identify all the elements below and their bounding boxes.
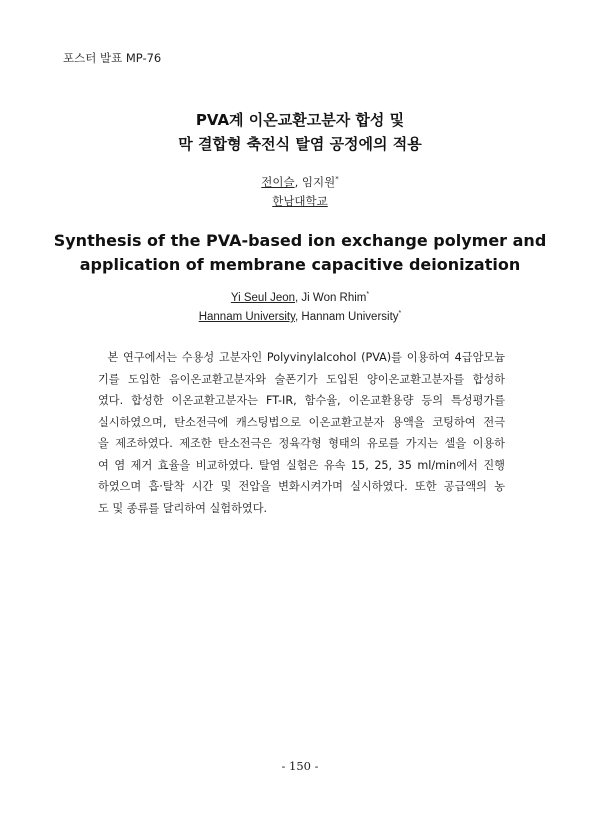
affiliation-separator: ,	[295, 311, 302, 323]
english-affiliation-2: Hannam University	[301, 311, 399, 323]
korean-title-line-1: PVA계 이온교환고분자 합성 및	[195, 111, 405, 129]
english-title-line-2: application of membrane capacitive deionization	[79, 255, 521, 274]
korean-affiliation	[0, 193, 600, 209]
korean-affiliation-text: 한남대학교	[272, 194, 328, 208]
poster-id-label: 포스터 발표 MP-76	[63, 51, 162, 65]
english-affiliation-1: Hannam University	[198, 311, 295, 323]
abstract-line: 을 제조하였다. 제조한 탄소전극은 정육각형 형태의 유로를 가지는 셀을 이용하	[98, 437, 505, 450]
english-authors	[0, 292, 600, 304]
english-author-1: Yi Seul Jeon	[230, 292, 296, 304]
korean-author-1: 전이슬	[261, 175, 295, 189]
english-author-2: Ji Won Rhim	[301, 292, 367, 304]
abstract-line: 실시하였으며, 탄소전극에 캐스팅법으로 이온교환고분자 용액을 코팅하여 전극	[98, 415, 505, 429]
abstract-line: 본 연구에서는 수용성 고분자인 Polyvinylalcohol (PVA)를 이용하여 4급암모늄	[98, 351, 505, 364]
author-separator: ,	[295, 292, 302, 304]
author-separator: ,	[294, 175, 302, 189]
korean-title-line-2: 막 결합형 축전식 탈염 공정에의 적용	[178, 135, 422, 153]
abstract-line: 였다. 합성한 이온교환고분자는 FT-IR, 함수율, 이온교환용량 등의 특성평가를	[98, 394, 505, 407]
english-title-line-1: Synthesis of the PVA-based ion exchange polymer and	[53, 231, 547, 250]
korean-author-2: 임지원	[301, 175, 336, 189]
corresponding-affiliation-mark: *	[398, 310, 402, 318]
korean-authors	[0, 174, 600, 190]
abstract-line: 도 및 종류를 달리하여 실험하였다.	[98, 501, 268, 515]
abstract-line: 여 염 제거 효율을 비교하였다. 탈염 실험은 유속 15, 25, 35 ml/min에서 진행	[98, 458, 505, 472]
english-affiliation	[0, 311, 600, 323]
corresponding-author-mark: *	[366, 291, 370, 299]
abstract-line: 기를 도입한 음이온교환고분자와 술폰기가 도입된 양이온교환고분자를 합성하	[98, 372, 505, 386]
abstract-body	[98, 347, 505, 519]
corresponding-author-mark: *	[335, 175, 339, 184]
page-number: - 150 -	[281, 759, 319, 773]
abstract-line: 하였으며 흡·탈착 시간 및 전압을 변화시켜가며 실시하였다. 또한 공급액의 농	[98, 480, 505, 493]
